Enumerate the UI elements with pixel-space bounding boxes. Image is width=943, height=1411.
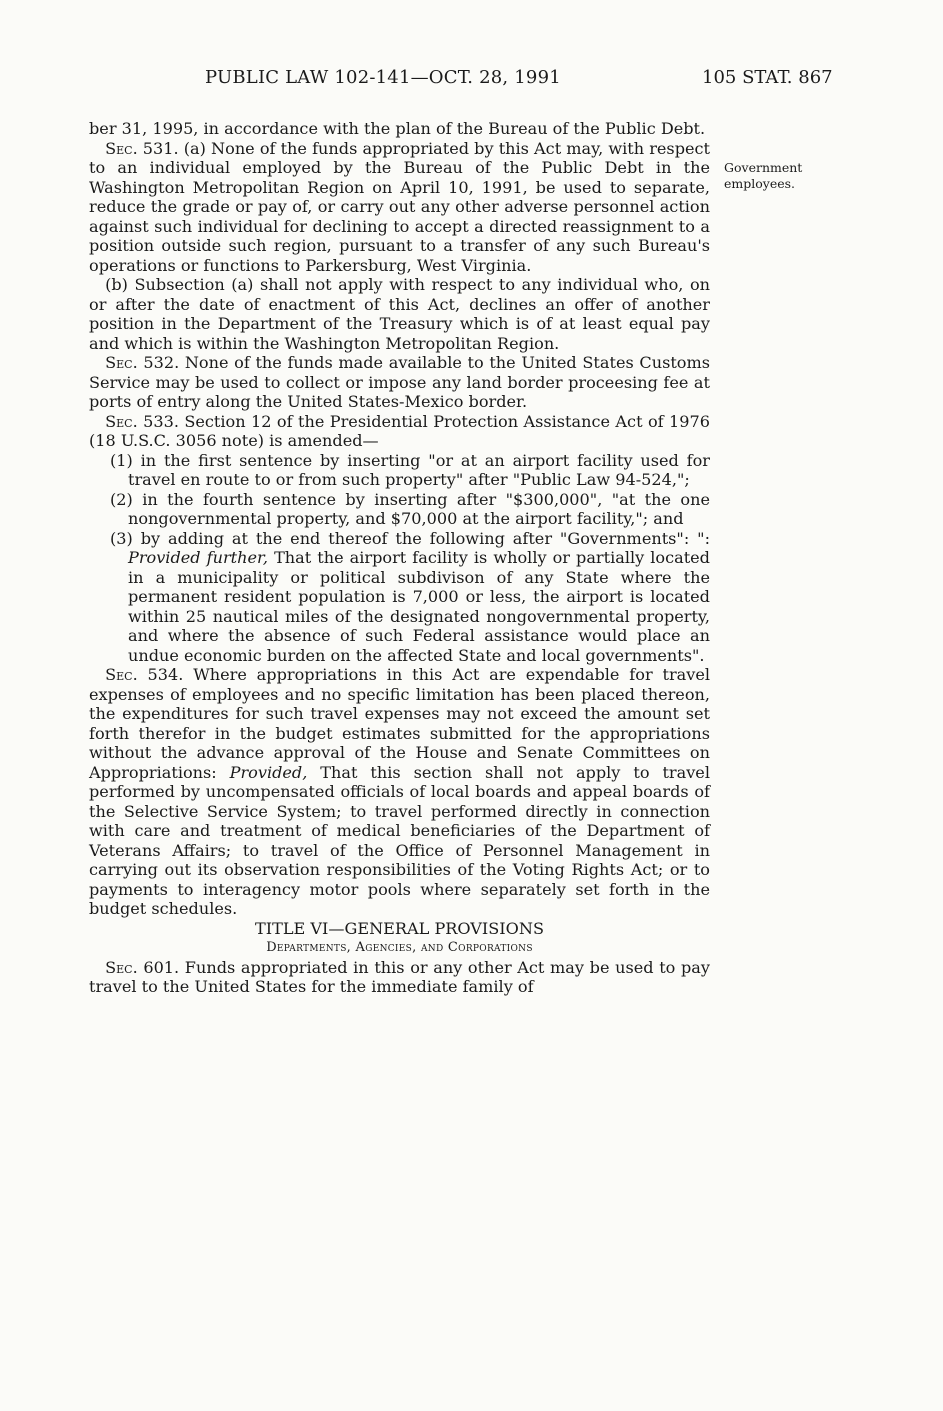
paragraph-text: 531. (a) None of the funds appropriated by this Act may, with respect to an individual employed by the Bureau of the Public Debt in the Washington Metropolitan Region on April 10, 1991, be used to separate, reduce the grade or pay of, or carry out any other adverse personnel action against such individual for declining to accept a directed reassignment to a position outside such region, pursuant to a transfer of any such Bureau's operations or functions to Parkersburg, West Virginia. xyxy=(89,138,710,275)
list-item-2: (2) in the fourth sentence by inserting after "$300,000", "at the one nongovernmental property, and $70,000 at the airport facility,"; and xyxy=(110,489,710,528)
paragraph-text: (b) Subsection (a) shall not apply with respect to any individual who, on or after the date of enactment of this Act, declines an offer of another position in the Department of the Treasury which is of at least equal pay and which is within the Washington Metropolitan Region. xyxy=(89,275,710,353)
sub-heading: Departments, Agencies, and Corporations xyxy=(266,940,533,955)
paragraph-text: (3) by adding at the end thereof the following after "Governments": ": xyxy=(110,528,710,548)
title-heading: TITLE VI—GENERAL PROVISIONS xyxy=(255,918,544,938)
section-label: Sec. xyxy=(105,411,138,431)
italic-text: Provided further, xyxy=(128,548,269,567)
paragraph-subsection-b xyxy=(89,275,710,353)
paragraph-continuation: ber 31, 1995, in accordance with the plan of the Bureau of the Public Debt. xyxy=(89,119,706,138)
paragraph-text: That this section shall not apply to travel performed by uncompensated officials of local boards and appeal boards of the Selective Service System; to travel performed directly in connection with care and treatment of medical beneficiaries of the Department of Veterans Affairs; to travel of the Office of Personnel Management in carrying out its observation responsibilities of the Voting Rights Act; or to payments to interagency motor pools where separately set forth in the budget schedules. xyxy=(89,762,710,918)
section-label: Sec. xyxy=(105,957,138,977)
section-label: Sec. xyxy=(105,138,138,158)
running-header-page-number: 105 STAT. 867 xyxy=(702,67,833,88)
margin-note-line-2: employees. xyxy=(724,176,796,191)
paragraph-text: That the airport facility is wholly or partially located in a municipality or political subdivison of any State where the permanent resident population is 7,000 or less, the airport is located within 25 nautical miles of the designated nongovernmental property, and where the absence of such Federal assistance would place an undue economic burden on the affected State and local governments". xyxy=(128,548,710,665)
list-item-1: (1) in the first sentence by inserting "or at an airport facility used for travel en route to or from such property" after "Public Law 94-524,"; xyxy=(110,450,710,489)
italic-text: Provided, xyxy=(229,762,308,782)
paragraph-text: 533. Section 12 of the Presidential Protection Assistance Act of 1976 (18 U.S.C. 3056 note) is amended— xyxy=(89,411,710,450)
running-header-title: PUBLIC LAW 102-141—OCT. 28, 1991 xyxy=(205,67,561,88)
paragraph-sec-532 xyxy=(89,353,710,412)
paragraph-sec-601 xyxy=(89,958,710,997)
list-item-3 xyxy=(89,529,710,666)
paragraph-sec-534 xyxy=(89,665,710,919)
paragraph-sec-531 xyxy=(89,139,710,276)
section-label: Sec. xyxy=(105,353,138,372)
margin-note-line-1: Government xyxy=(724,160,803,175)
body-text xyxy=(89,119,710,997)
margin-note xyxy=(724,160,834,192)
paragraph-text: 601. Funds appropriated in this or any other Act may be used to pay travel to the United States for the immediate family of xyxy=(89,957,710,996)
paragraph-text: 534. Where appropriations in this Act are expendable for travel expenses of employees and no specific limitation has been placed thereon, the expenditures for such travel expenses may not exceed the amount set forth therefor in the budget estimates submitted for the appropriations without the advance approval of the House and Senate Committees on Appropriations: xyxy=(89,665,710,782)
section-label: Sec. xyxy=(105,665,138,684)
paragraph-text: 532. None of the funds made available to the United States Customs Service may be used to collect or impose any land border proceesing fee at ports of entry along the United States-Mexico border. xyxy=(89,353,710,411)
paragraph-sec-533 xyxy=(89,412,710,451)
